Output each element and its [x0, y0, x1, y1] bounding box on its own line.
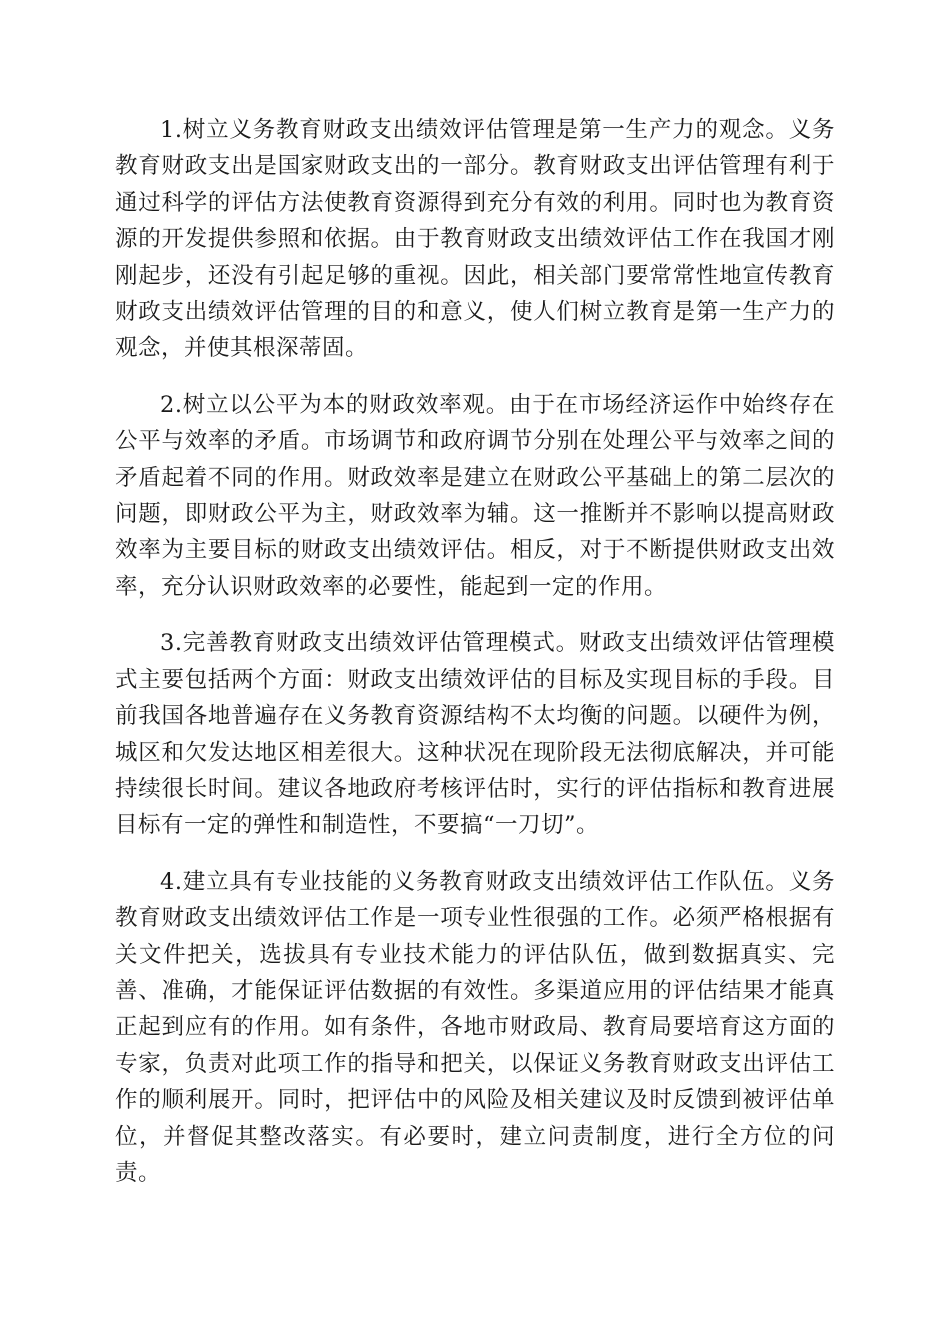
paragraph-4: 4.建立具有专业技能的义务教育财政支出绩效评估工作队伍。义务教育财政支出绩效评估工作是一项专业性很强的工作。必须严格根据有关文件把关，选拔具有专业技术能力的评估队伍，做到数据真实、完善、准确，才能保证评估数据的有效性。多渠道应用的评估结果才能真正起到应有的作用。如有条件，各地市财政局、教育局要培育这方面的专家，负责对此项工作的指导和把关，以保证义务教育财政支出评估工作的顺利展开。同时，把评估中的风险及相关建议及时反馈到被评估单位，并督促其整改落实。有必要时，建立问责制度，进行全方位的问责。 [115, 868, 835, 1186]
document-page [115, 112, 835, 1211]
paragraph-2: 2.树立以公平为本的财政效率观。由于在市场经济运作中始终存在公平与效率的矛盾。市场调节和政府调节分别在处理公平与效率之间的矛盾起着不同的作用。财政效率是建立在财政公平基础上的第二层次的问题，即财政公平为主，财政效率为辅。这一推断并不影响以提高财政效率为主要目标的财政支出绩效评估。相反，对于不断提供财政支出效率，充分认识财政效率的必要性，能起到一定的作用。 [115, 391, 835, 600]
paragraph-3: 3.完善教育财政支出绩效评估管理模式。财政支出绩效评估管理模式主要包括两个方面：财政支出绩效评估的目标及实现目标的手段。目前我国各地普遍存在义务教育资源结构不太均衡的问题。以硬件为例，城区和欠发达地区相差很大。这种状况在现阶段无法彻底解决，并可能持续很长时间。建议各地政府考核评估时，实行的评估指标和教育进展目标有一定的弹性和制造性，不要搞“一刀切”。 [115, 630, 835, 839]
paragraph-1: 1.树立义务教育财政支出绩效评估管理是第一生产力的观念。义务教育财政支出是国家财政支出的一部分。教育财政支出评估管理有利于通过科学的评估方法使教育资源得到充分有效的利用。同时也为教育资源的开发提供参照和依据。由于教育财政支出绩效评估工作在我国才刚刚起步，还没有引起足够的重视。因此，相关部门要常常性地宣传教育财政支出绩效评估管理的目的和意义，使人们树立教育是第一生产力的观念，并使其根深蒂固。 [115, 117, 835, 362]
